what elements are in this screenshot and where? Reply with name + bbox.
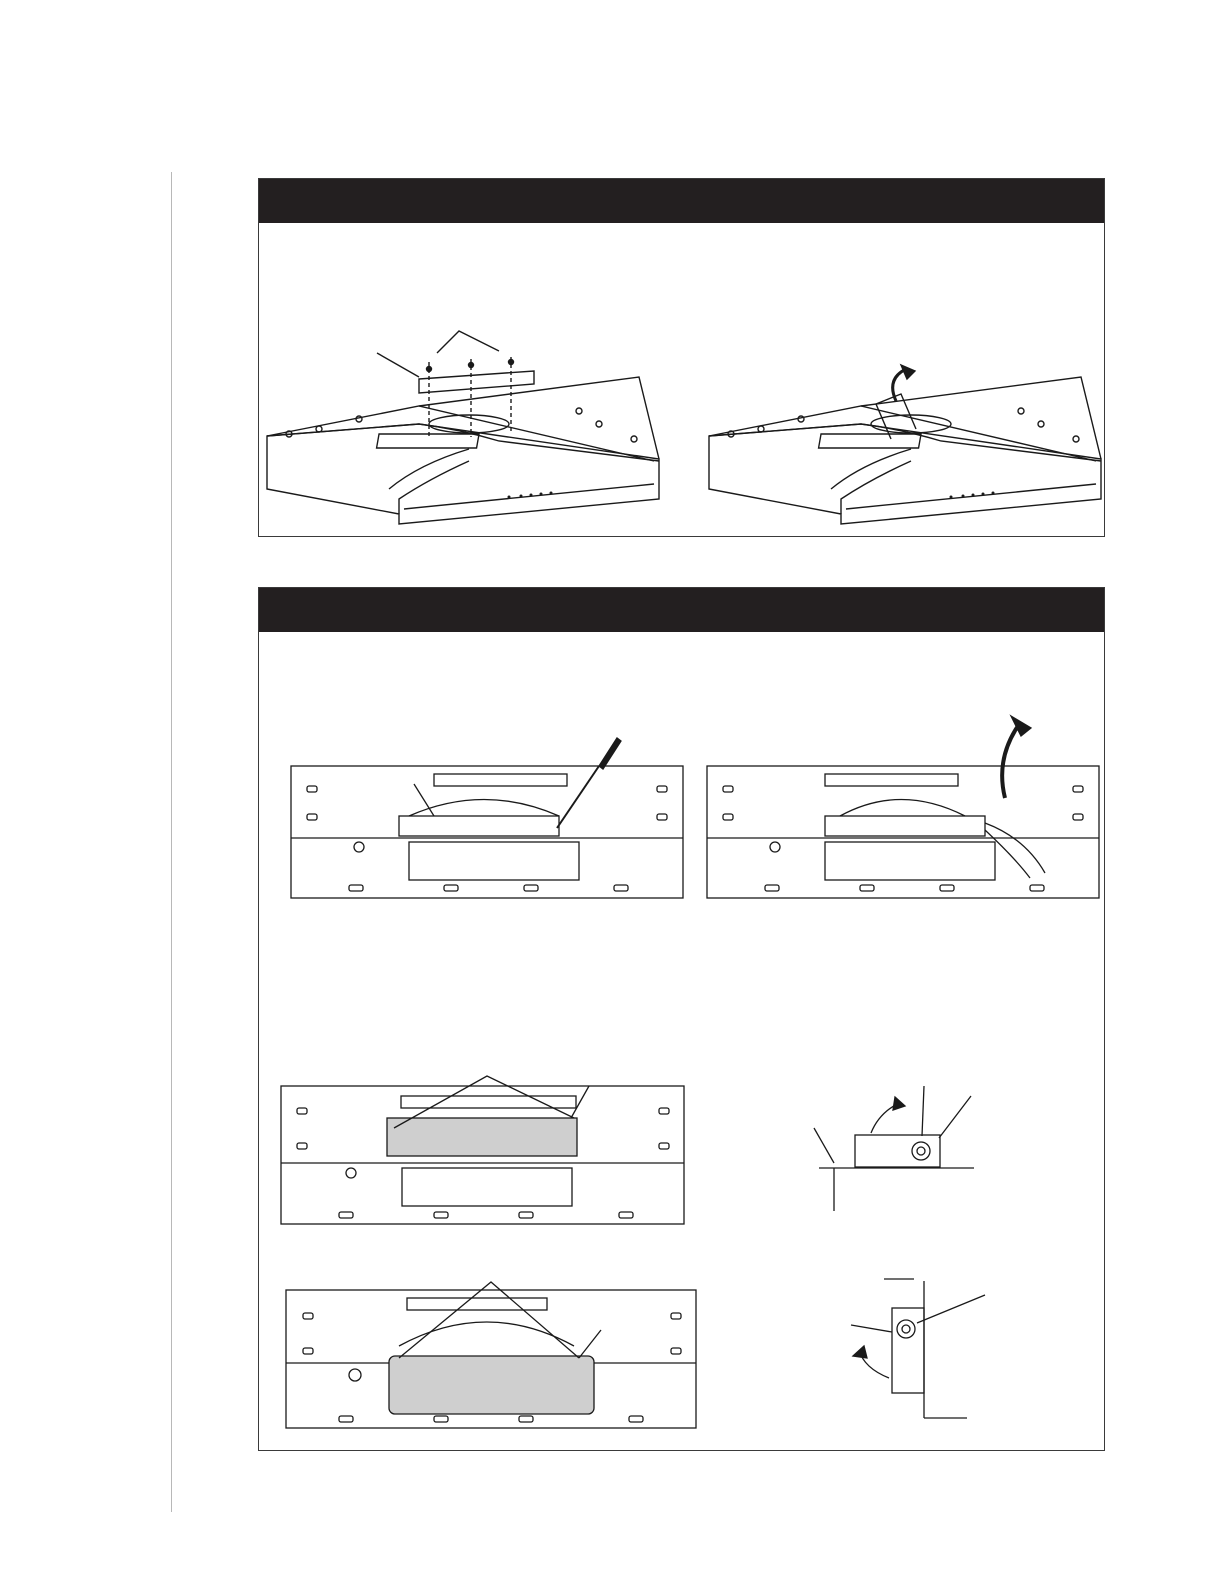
hood-underside-screwdriver-illustration xyxy=(291,738,683,898)
panel-1-illustrations xyxy=(259,179,1106,538)
damper-detail-vertical-illustration xyxy=(851,1279,985,1418)
left-margin-rule xyxy=(171,172,172,1512)
damper-detail-side-illustration xyxy=(814,1086,974,1211)
range-hood-cover-lift-illustration xyxy=(709,365,1101,524)
instruction-panel-1 xyxy=(258,178,1105,537)
instruction-panel-2 xyxy=(258,587,1105,1451)
range-hood-screws-illustration xyxy=(267,331,659,524)
hood-damper-installed-illustration xyxy=(281,1076,684,1224)
hood-damper-front-illustration xyxy=(286,1282,696,1428)
hood-underside-pliers-illustration xyxy=(707,716,1099,898)
panel-2-illustrations xyxy=(259,588,1106,1452)
